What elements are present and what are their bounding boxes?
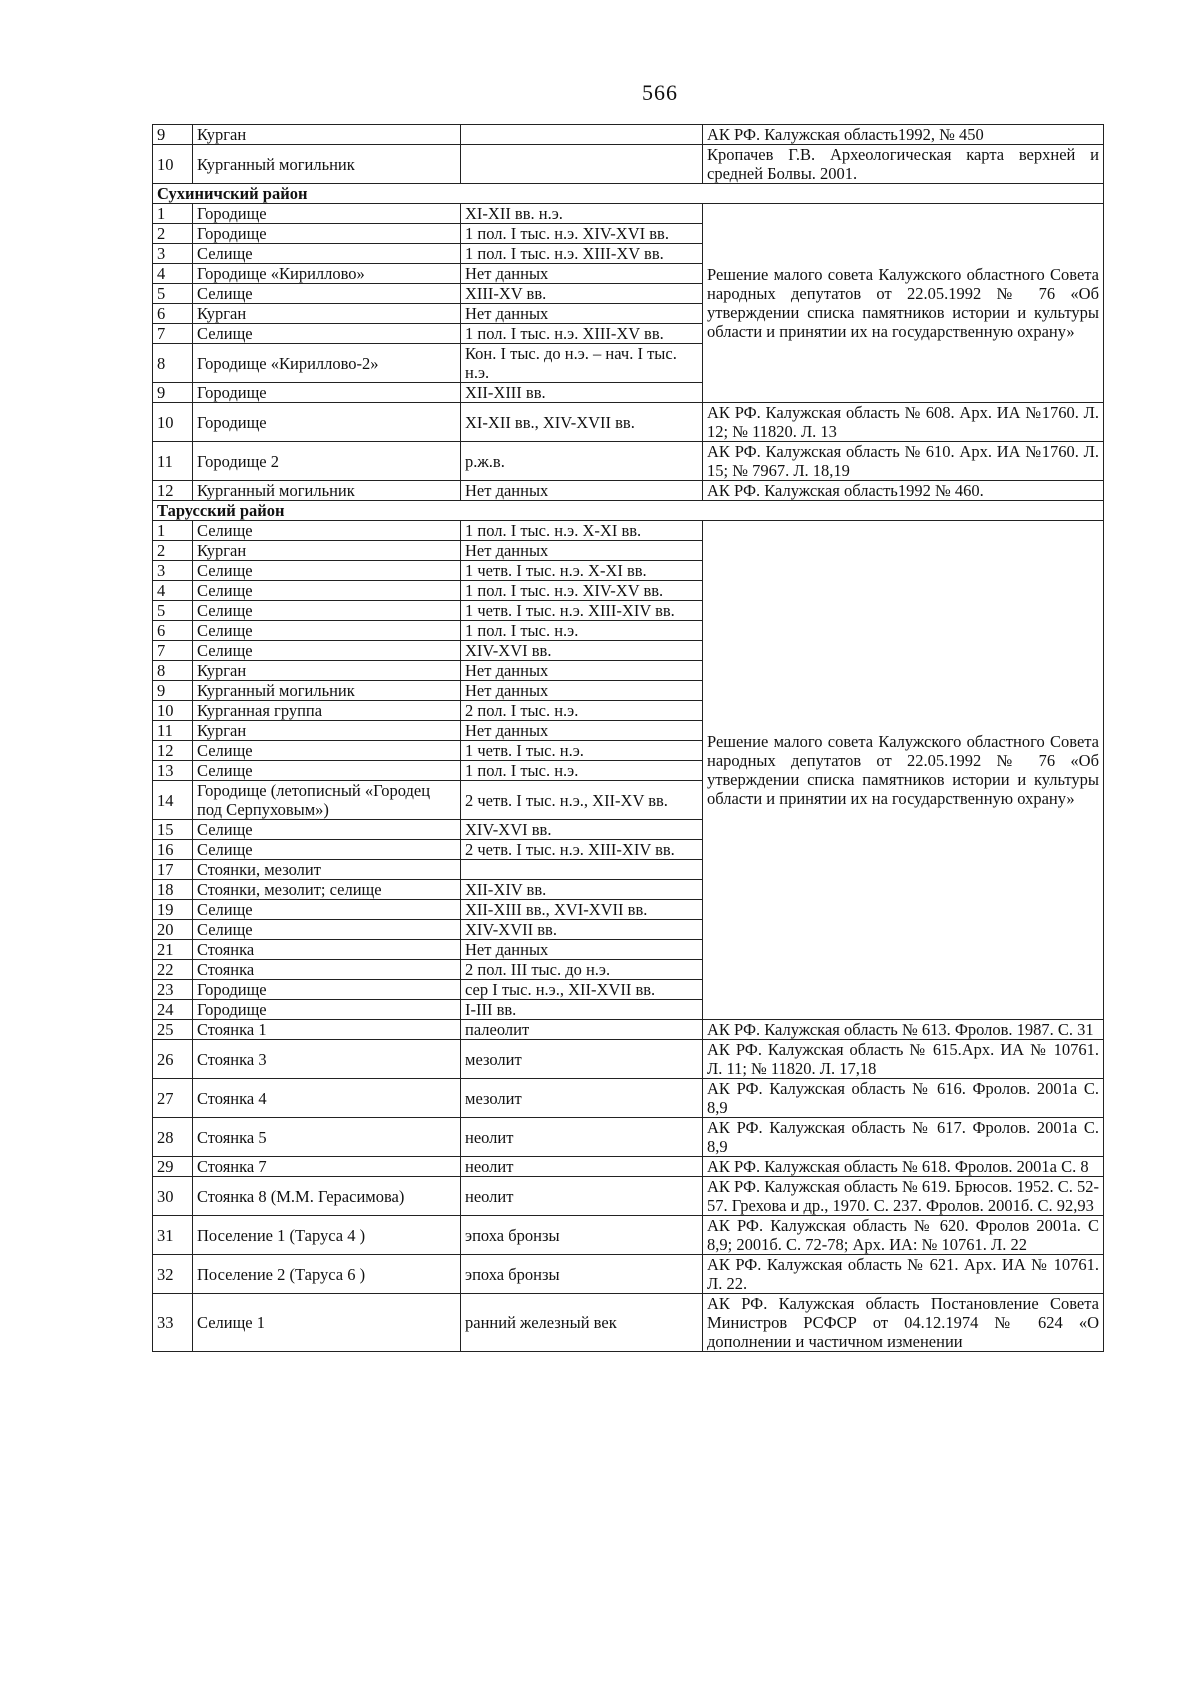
monument-name: Селище [193, 641, 461, 661]
table-row [153, 403, 1104, 442]
row-number: 10 [153, 403, 193, 442]
monument-dating: Кон. I тыс. до н.э. – нач. I тыс. н.э. [461, 344, 703, 383]
monument-dating: неолит [461, 1177, 703, 1216]
row-number: 1 [153, 204, 193, 224]
monument-name: Стоянки, мезолит [193, 860, 461, 880]
monument-dating: Нет данных [461, 681, 703, 701]
monument-dating: XII-XIII вв. [461, 383, 703, 403]
row-number: 7 [153, 324, 193, 344]
monument-name: Селище [193, 920, 461, 940]
monument-dating: 1 четв. I тыс. н.э. X-XI вв. [461, 561, 703, 581]
monument-dating: р.ж.в. [461, 442, 703, 481]
monument-dating: 2 четв. I тыс. н.э. XIII-XIV вв. [461, 840, 703, 860]
monument-name: Селище [193, 244, 461, 264]
row-number: 3 [153, 561, 193, 581]
row-number: 6 [153, 621, 193, 641]
monument-dating: 1 пол. I тыс. н.э. XIII-XV вв. [461, 324, 703, 344]
table-row [153, 1079, 1104, 1118]
monument-dating: 1 пол. I тыс. н.э. [461, 761, 703, 781]
monument-name: Курган [193, 304, 461, 324]
row-number: 16 [153, 840, 193, 860]
monument-source: АК РФ. Калужская область1992 № 460. [703, 481, 1104, 501]
row-number: 25 [153, 1020, 193, 1040]
monument-name: Селище [193, 324, 461, 344]
monument-dating: XI-XII вв., XIV-XVII вв. [461, 403, 703, 442]
monument-dating: палеолит [461, 1020, 703, 1040]
row-number: 7 [153, 641, 193, 661]
monument-name: Городище «Кириллово-2» [193, 344, 461, 383]
row-number: 12 [153, 741, 193, 761]
row-number: 1 [153, 521, 193, 541]
monument-dating: 1 пол. I тыс. н.э. [461, 621, 703, 641]
monument-dating: сер I тыс. н.э., XII-XVII вв. [461, 980, 703, 1000]
monument-source: АК РФ. Калужская область № 621. Арх. ИА № 10761. Л. 22. [703, 1255, 1104, 1294]
row-number: 28 [153, 1118, 193, 1157]
monument-name: Городище [193, 1000, 461, 1020]
monument-name: Стоянка 8 (М.М. Герасимова) [193, 1177, 461, 1216]
monument-source: АК РФ. Калужская область № 620. Фролов 2001а. С 8,9; 2001б. С. 72-78; Арх. ИА: № 10761. Л. 22 [703, 1216, 1104, 1255]
monument-dating: XIV-XVI вв. [461, 641, 703, 661]
monument-name: Селище [193, 581, 461, 601]
monument-name: Селище [193, 521, 461, 541]
monument-dating: Нет данных [461, 721, 703, 741]
monument-name: Селище [193, 900, 461, 920]
monument-source: Решение малого совета Калужского областного Совета народных депутатов от 22.05.1992 № 76 «Об утверждении списка памятников истории и культуры области и принятии их на государственную охрану» [703, 204, 1104, 403]
monument-name: Курганный могильник [193, 481, 461, 501]
monument-source: АК РФ. Калужская область № 610. Арх. ИА №1760. Л. 15; № 7967. Л. 18,19 [703, 442, 1104, 481]
monument-source: АК РФ. Калужская область № 619. Брюсов. 1952. С. 52-57. Грехова и др., 1970. С. 237. Фролов. 2001б. С. 92,93 [703, 1177, 1104, 1216]
monument-name: Поселение 1 (Таруса 4 ) [193, 1216, 461, 1255]
district-title: Тарусский район [153, 501, 1104, 521]
row-number: 19 [153, 900, 193, 920]
row-number: 5 [153, 601, 193, 621]
monument-dating: I-III вв. [461, 1000, 703, 1020]
row-number: 4 [153, 581, 193, 601]
monument-dating [461, 145, 703, 184]
table-row [153, 481, 1104, 501]
row-number: 8 [153, 344, 193, 383]
monument-name: Городище [193, 980, 461, 1000]
row-number: 27 [153, 1079, 193, 1118]
monument-name: Селище [193, 761, 461, 781]
monument-dating: ранний железный век [461, 1294, 703, 1352]
row-number: 33 [153, 1294, 193, 1352]
table-row [153, 125, 1104, 145]
table-row [153, 145, 1104, 184]
monument-name: Городище (летописный «Городец под Серпуховым») [193, 781, 461, 820]
monument-dating: Нет данных [461, 541, 703, 561]
monument-dating: 1 пол. I тыс. н.э. XIV-XV вв. [461, 581, 703, 601]
monument-name: Стоянка 5 [193, 1118, 461, 1157]
row-number: 3 [153, 244, 193, 264]
row-number: 17 [153, 860, 193, 880]
monument-name: Стоянка 4 [193, 1079, 461, 1118]
monument-dating: неолит [461, 1157, 703, 1177]
page-number: 566 [642, 80, 678, 105]
row-number: 6 [153, 304, 193, 324]
monument-name: Курганный могильник [193, 681, 461, 701]
monument-name: Селище [193, 284, 461, 304]
table-row [153, 1216, 1104, 1255]
monument-name: Стоянка [193, 960, 461, 980]
monument-dating [461, 125, 703, 145]
monument-name: Городище [193, 403, 461, 442]
row-number: 8 [153, 661, 193, 681]
row-number: 24 [153, 1000, 193, 1020]
monument-name: Городище «Кириллово» [193, 264, 461, 284]
monument-dating: неолит [461, 1118, 703, 1157]
monument-name: Стоянка 7 [193, 1157, 461, 1177]
monument-name: Городище [193, 224, 461, 244]
monument-dating: Нет данных [461, 481, 703, 501]
monument-name: Курган [193, 661, 461, 681]
row-number: 4 [153, 264, 193, 284]
monument-dating: XIV-XVI вв. [461, 820, 703, 840]
monument-name: Стоянка 1 [193, 1020, 461, 1040]
monument-dating: эпоха бронзы [461, 1216, 703, 1255]
row-number: 10 [153, 701, 193, 721]
monument-name: Стоянка [193, 940, 461, 960]
monument-dating: эпоха бронзы [461, 1255, 703, 1294]
row-number: 9 [153, 383, 193, 403]
row-number: 32 [153, 1255, 193, 1294]
monument-name: Селище [193, 741, 461, 761]
monument-name: Стоянки, мезолит; селище [193, 880, 461, 900]
monument-dating: XIII-XV вв. [461, 284, 703, 304]
monument-name: Селище 1 [193, 1294, 461, 1352]
monument-name: Курганный могильник [193, 145, 461, 184]
monument-name: Стоянка 3 [193, 1040, 461, 1079]
monument-dating: 1 пол. I тыс. н.э. XIII-XV вв. [461, 244, 703, 264]
row-number: 20 [153, 920, 193, 940]
table-row [153, 1118, 1104, 1157]
monument-dating: 1 четв. I тыс. н.э. XIII-XIV вв. [461, 601, 703, 621]
row-number: 18 [153, 880, 193, 900]
monument-source: АК РФ. Калужская область № 617. Фролов. 2001а С. 8,9 [703, 1118, 1104, 1157]
monument-dating: Нет данных [461, 304, 703, 324]
section-header [153, 501, 1104, 521]
row-number: 10 [153, 145, 193, 184]
row-number: 11 [153, 442, 193, 481]
monument-dating: Нет данных [461, 264, 703, 284]
row-number: 15 [153, 820, 193, 840]
monument-dating: Нет данных [461, 661, 703, 681]
monument-dating: мезолит [461, 1079, 703, 1118]
table-row [153, 1020, 1104, 1040]
monument-dating: 1 четв. I тыс. н.э. [461, 741, 703, 761]
monument-source: АК РФ. Калужская область1992, № 450 [703, 125, 1104, 145]
monument-dating: XI-XII вв. н.э. [461, 204, 703, 224]
monument-source: Кропачев Г.В. Археологическая карта верхней и средней Болвы. 2001. [703, 145, 1104, 184]
table-row [153, 1157, 1104, 1177]
monument-source: АК РФ. Калужская область № 615.Арх. ИА № 10761. Л. 11; № 11820. Л. 17,18 [703, 1040, 1104, 1079]
monument-dating: 2 четв. I тыс. н.э., XII-XV вв. [461, 781, 703, 820]
monument-dating: XIV-XVII вв. [461, 920, 703, 940]
row-number: 26 [153, 1040, 193, 1079]
monument-source: Решение малого совета Калужского областного Совета народных депутатов от 22.05.1992 № 76 «Об утверждении списка памятников истории и культуры области и принятии их на государственную охрану» [703, 521, 1104, 1020]
monument-name: Курган [193, 125, 461, 145]
monument-dating: 2 пол. I тыс. н.э. [461, 701, 703, 721]
row-number: 2 [153, 541, 193, 561]
monument-name: Селище [193, 561, 461, 581]
monument-name: Селище [193, 840, 461, 860]
monument-name: Селище [193, 621, 461, 641]
row-number: 21 [153, 940, 193, 960]
monument-name: Селище [193, 820, 461, 840]
monument-name: Селище [193, 601, 461, 621]
monument-source: АК РФ. Калужская область № 613. Фролов. 1987. С. 31 [703, 1020, 1104, 1040]
row-number: 31 [153, 1216, 193, 1255]
monument-source: АК РФ. Калужская область № 618. Фролов. 2001а С. 8 [703, 1157, 1104, 1177]
monument-name: Поселение 2 (Таруса 6 ) [193, 1255, 461, 1294]
row-number: 11 [153, 721, 193, 741]
monuments-table [152, 124, 1104, 1352]
monument-name: Городище 2 [193, 442, 461, 481]
table-row [153, 1040, 1104, 1079]
row-number: 29 [153, 1157, 193, 1177]
monument-name: Курган [193, 541, 461, 561]
monument-dating: 1 пол. I тыс. н.э. X-XI вв. [461, 521, 703, 541]
row-number: 12 [153, 481, 193, 501]
monument-source: АК РФ. Калужская область № 616. Фролов. 2001а С. 8,9 [703, 1079, 1104, 1118]
monument-source: АК РФ. Калужская область № 608. Арх. ИА №1760. Л. 12; № 11820. Л. 13 [703, 403, 1104, 442]
monument-dating [461, 860, 703, 880]
row-number: 22 [153, 960, 193, 980]
monument-name: Городище [193, 383, 461, 403]
monument-dating: 2 пол. III тыс. до н.э. [461, 960, 703, 980]
table-row [153, 204, 1104, 224]
row-number: 30 [153, 1177, 193, 1216]
row-number: 9 [153, 681, 193, 701]
row-number: 14 [153, 781, 193, 820]
monument-dating: XII-XIII вв., XVI-XVII вв. [461, 900, 703, 920]
row-number: 2 [153, 224, 193, 244]
monument-name: Городище [193, 204, 461, 224]
monument-name: Курган [193, 721, 461, 741]
table-row [153, 1255, 1104, 1294]
monument-dating: 1 пол. I тыс. н.э. XIV-XVI вв. [461, 224, 703, 244]
monument-name: Курганная группа [193, 701, 461, 721]
monument-dating: XII-XIV вв. [461, 880, 703, 900]
row-number: 23 [153, 980, 193, 1000]
district-title: Сухиничский район [153, 184, 1104, 204]
monument-dating: Нет данных [461, 940, 703, 960]
monument-dating: мезолит [461, 1040, 703, 1079]
table-row [153, 1294, 1104, 1352]
row-number: 13 [153, 761, 193, 781]
section-header [153, 184, 1104, 204]
row-number: 9 [153, 125, 193, 145]
table-row [153, 442, 1104, 481]
monument-source: АК РФ. Калужская область Постановление Совета Министров РСФСР от 04.12.1974 № 624 «О дополнении и частичном изменении [703, 1294, 1104, 1352]
row-number: 5 [153, 284, 193, 304]
table-row [153, 521, 1104, 541]
table-row [153, 1177, 1104, 1216]
